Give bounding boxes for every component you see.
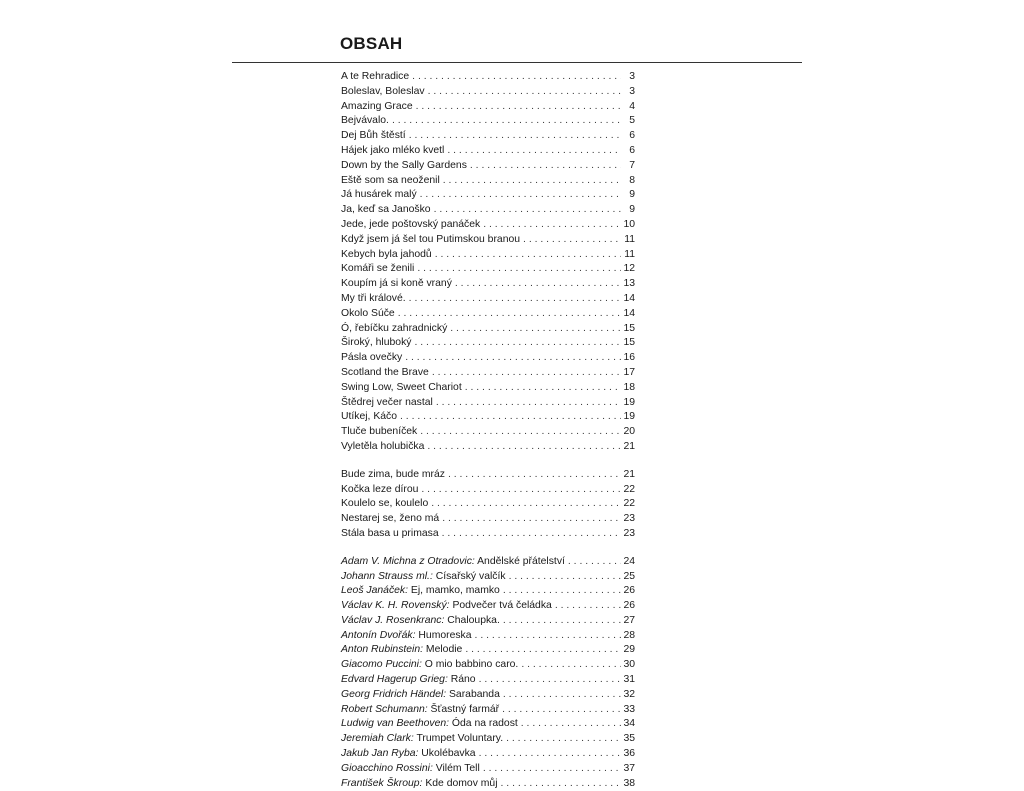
toc-entry-text [341,440,424,455]
dot-leader [409,292,621,307]
toc-page-number: 19 [623,396,635,408]
toc-entry-title: Amazing Grace [341,100,413,112]
toc-entry-title: Boleslav, Boleslav [341,85,425,97]
dot-leader [392,114,621,129]
toc-entry-text [341,129,406,144]
toc-entry-title: Chaloupka. [447,614,500,626]
toc-entry-author: Giacomo Puccini: [341,659,422,671]
toc-entry-text [341,233,520,248]
toc-entry [341,292,635,307]
toc-entry-text [341,248,432,263]
toc-entry-text [341,262,414,277]
toc-entry-text [341,425,417,440]
dot-leader [483,218,621,233]
toc-entry-text [341,658,518,673]
toc-entry-title: Koupím já si koně vraný [341,278,452,290]
dot-leader [412,70,621,85]
toc-entry-title: Down by the Sally Gardens [341,159,467,171]
toc-entry-title: Melodie [425,644,463,656]
toc-page-number: 31 [623,674,635,686]
dot-leader [428,85,621,100]
title-divider [232,62,802,63]
toc-entry-text [341,777,498,791]
toc-entry-author: Georg Fridrich Händel: [341,688,447,700]
dot-leader [421,483,621,498]
toc-entry [341,114,635,129]
dot-leader [443,174,621,189]
toc-entry-title: Když jsem já šel tou Putimskou branou [341,233,521,245]
toc-entry [341,218,635,233]
toc-page-number: 23 [623,513,635,525]
dot-leader [521,717,621,732]
toc-entry-text [341,468,445,483]
toc-entry [341,396,635,411]
toc-page-number: 33 [623,703,635,715]
toc-entry-title: A te Rehradice [341,71,410,82]
dot-leader [414,336,621,351]
toc-entry [341,159,635,174]
toc-entry [341,747,635,762]
toc-entry [341,277,635,292]
dot-leader [479,747,621,762]
dot-leader [470,159,621,174]
toc-entry-title: Nestarej se, ženo má [341,513,440,525]
toc-page-number: 13 [623,278,635,290]
toc-entry [341,629,635,644]
table-of-contents [341,70,635,791]
toc-entry [341,307,635,322]
dot-leader [523,233,621,248]
toc-entry-text [341,497,428,512]
toc-entry-text [341,351,402,366]
toc-entry-title: Ó, řebíčku zahradnický [341,322,448,334]
toc-entry-title: My tři králové. [341,292,406,304]
toc-entry-text [341,100,413,115]
toc-entry-title: Sarabanda [449,688,500,700]
toc-entry-text [341,614,500,629]
toc-page-number: 38 [623,777,635,789]
page-title: OBSAH [340,34,403,53]
dot-leader [447,144,621,159]
toc-page-number: 12 [623,263,635,275]
toc-page-number: 5 [629,115,635,127]
toc-entry-text [341,203,431,218]
toc-entry-author: Gioacchino Rossini: [341,762,433,774]
toc-entry-author: Edvard Hagerup Grieg: [341,674,448,686]
toc-entry-title: Kde domov můj [425,777,498,789]
toc-entry [341,188,635,203]
toc-page-number: 4 [629,100,635,112]
toc-entry-title: Bude zima, bude mráz [341,468,445,480]
toc-page-number: 26 [623,585,635,597]
toc-entry-text [341,584,500,599]
toc-entry-author: Jeremiah Clark: [341,733,414,745]
toc-entry [341,483,635,498]
toc-entry-title: O mio babbino caro. [424,659,519,671]
dot-leader [420,425,621,440]
toc-entry-text [341,381,462,396]
toc-entry [341,425,635,440]
toc-entry-title: Vyletěla holubička [341,440,425,452]
toc-entry-title: Andělské přátelství [477,555,565,567]
toc-entry-author: Leoš Janáček: [341,585,409,597]
toc-page-number: 9 [629,204,635,216]
toc-page-number: 9 [629,189,635,201]
toc-entry [341,555,635,570]
toc-entry [341,777,635,791]
toc-page-number: 35 [623,733,635,745]
toc-entry-title: Okolo Súče [341,307,395,319]
toc-entry-title: Dej Bůh štěstí [341,130,406,142]
toc-page-number: 8 [629,174,635,186]
dot-leader [431,497,621,512]
dot-leader [434,203,621,218]
toc-page-number: 18 [623,381,635,393]
dot-leader [501,777,621,791]
dot-leader [398,307,621,322]
dot-leader [442,512,621,527]
toc-entry-author: Robert Schumann: [341,703,428,715]
toc-page-number: 6 [629,130,635,142]
toc-entry-author: Antonín Dvořák: [341,629,416,641]
toc-page-number: 16 [623,352,635,364]
toc-page-number: 14 [623,307,635,319]
toc-entry [341,643,635,658]
dot-leader [417,262,621,277]
toc-entry [341,527,635,542]
dot-leader [506,732,621,747]
toc-entry-text [341,366,429,381]
toc-entry-title: Štědrej večer nastal [341,396,433,408]
dot-leader [455,277,621,292]
toc-entry [341,658,635,673]
dot-leader [442,527,621,542]
toc-entry [341,85,635,100]
toc-entry-text [341,762,480,777]
toc-page-number: 34 [623,718,635,730]
toc-page-number: 19 [623,411,635,423]
toc-entry [341,584,635,599]
toc-entry [341,512,635,527]
dot-leader [432,366,621,381]
dot-leader [465,643,621,658]
toc-page-number: 6 [629,144,635,156]
toc-entry [341,468,635,483]
toc-entry [341,233,635,248]
toc-entry [341,688,635,703]
toc-entry-text [341,599,552,614]
toc-entry [341,144,635,159]
dot-leader [435,248,621,263]
dot-leader [420,188,621,203]
toc-entry-text [341,703,499,718]
toc-entry [341,366,635,381]
toc-entry-text [341,307,395,322]
toc-entry-title: Císařský valčík [435,570,506,582]
toc-entry-author: Johann Strauss ml.: [341,570,433,582]
toc-page-number: 37 [623,762,635,774]
toc-entry-text [341,410,397,425]
toc-entry-title: Ráno [450,674,476,686]
toc-page-number: 32 [623,688,635,700]
toc-entry-title: Podvečer tvá čeládka [452,600,552,612]
toc-entry-title: Scotland the Brave [341,366,429,378]
toc-entry-title: Ja, keď sa Janoško [341,204,431,216]
toc-page-number: 11 [624,248,635,260]
toc-entry-author: František Škroup: [341,777,423,789]
toc-entry-author: Anton Rubinstein: [341,644,424,656]
dot-leader [448,468,621,483]
toc-entry-text [341,144,444,159]
toc-entry-title: Kočka leze dírou [341,483,419,495]
toc-entry-text [341,570,506,585]
toc-entry [341,322,635,337]
dot-leader [568,555,621,570]
toc-entry-author: Adam V. Michna z Otradovic: [341,555,475,567]
toc-entry-text [341,673,476,688]
toc-entry-title: Hájek jako mléko kvetl [341,144,445,156]
toc-entry [341,336,635,351]
toc-entry-text [341,483,418,498]
toc-entry [341,381,635,396]
toc-page-number: 11 [624,233,635,245]
dot-leader [509,570,621,585]
toc-page-number: 10 [623,218,635,230]
dot-leader [400,410,621,425]
toc-entry [341,614,635,629]
toc-entry [341,410,635,425]
dot-leader [479,673,621,688]
toc-entry-text [341,336,411,351]
toc-entry-text [341,643,462,658]
toc-entry-title: Já husárek malý [341,189,417,201]
toc-entry-text [341,396,433,411]
toc-entry [341,599,635,614]
toc-section [341,468,635,542]
toc-entry-text [341,70,409,85]
toc-page-number: 14 [623,292,635,304]
toc-entry [341,262,635,277]
dot-leader [409,129,621,144]
toc-entry-title: Eště som sa neoženil [341,174,440,186]
toc-entry-text [341,188,417,203]
toc-page-number: 22 [623,498,635,510]
toc-page-number: 15 [623,322,635,334]
toc-page-number: 20 [623,426,635,438]
toc-page-number: 24 [623,555,635,567]
dot-leader [405,351,621,366]
dot-leader [416,100,621,115]
toc-entry [341,248,635,263]
toc-page-number: 17 [623,366,635,378]
toc-page-number: 23 [623,527,635,539]
toc-entry-text [341,159,467,174]
toc-page-number: 30 [623,659,635,671]
toc-entry-text [341,174,440,189]
toc-entry-title: Humoreska [418,629,472,641]
toc-entry-text [341,218,480,233]
toc-entry-text [341,114,389,129]
toc-entry-text [341,512,439,527]
toc-entry [341,440,635,455]
toc-entry-text [341,277,452,292]
toc-section [341,555,635,791]
toc-entry-text [341,555,565,570]
toc-entry-author: Jakub Jan Ryba: [341,748,419,760]
toc-entry-title: Vilém Tell [435,762,480,774]
toc-entry-title: Pásla ovečky [341,352,403,364]
toc-entry [341,570,635,585]
toc-page-number: 29 [623,644,635,656]
toc-entry-title: Koulelo se, koulelo [341,498,429,510]
toc-entry-title: Utíkej, Káčo [341,411,398,423]
toc-entry [341,703,635,718]
dot-leader [450,322,621,337]
toc-entry-title: Široký, hluboký [341,337,412,349]
toc-entry [341,673,635,688]
toc-entry [341,129,635,144]
toc-page-number: 3 [629,71,635,82]
toc-entry [341,100,635,115]
dot-leader [465,381,621,396]
toc-entry-title: Swing Low, Sweet Chariot [341,381,462,393]
toc-page-number: 7 [629,159,635,171]
toc-page-number: 15 [623,337,635,349]
toc-entry-text [341,688,500,703]
toc-entry-title: Óda na radost [451,718,518,730]
toc-entry [341,174,635,189]
toc-entry [341,717,635,732]
dot-leader [483,762,621,777]
toc-page-number: 27 [623,614,635,626]
toc-entry [341,70,635,85]
toc-entry [341,351,635,366]
toc-page-number: 26 [623,600,635,612]
toc-entry-author: Ludwig van Beethoven: [341,718,450,730]
toc-page-number: 36 [623,748,635,760]
toc-entry [341,203,635,218]
toc-entry-text [341,292,406,307]
toc-entry-author: Václav K. H. Rovenský: [341,600,450,612]
dot-leader [503,584,621,599]
toc-entry-title: Jede, jede poštovský panáček [341,218,481,230]
toc-page-number: 21 [623,440,635,452]
toc-entry-text [341,85,425,100]
toc-entry [341,497,635,512]
toc-entry-title: Kebych byla jahodů [341,248,432,260]
toc-page-number: 25 [623,570,635,582]
toc-entry-title: Komáři se ženili [341,263,415,275]
toc-page-number: 3 [629,85,635,97]
toc-entry-title: Šťastný farmář [430,703,500,715]
toc-entry-text [341,747,476,762]
toc-entry-text [341,629,472,644]
toc-page-number: 21 [623,468,635,480]
toc-entry-title: Stála basa u primasa [341,527,439,539]
toc-entry-title: Trumpet Voluntary. [416,733,504,745]
dot-leader [521,658,621,673]
toc-section [341,70,635,455]
dot-leader [503,614,621,629]
toc-page-number: 28 [623,629,635,641]
dot-leader [555,599,621,614]
toc-entry-title: Bejvávalo. [341,115,389,127]
toc-entry-title: Ukolébavka [421,748,476,760]
toc-entry-text [341,322,447,337]
toc-entry-text [341,717,518,732]
toc-entry-title: Ej, mamko, mamko [410,585,500,597]
toc-entry-author: Václav J. Rosenkranc: [341,614,445,626]
toc-page-number: 22 [623,483,635,495]
toc-entry [341,732,635,747]
toc-entry-text [341,732,503,747]
dot-leader [436,396,621,411]
dot-leader [502,703,621,718]
toc-entry-title: Tluče bubeníček [341,426,418,438]
dot-leader [503,688,621,703]
dot-leader [475,629,621,644]
dot-leader [427,440,621,455]
toc-entry [341,762,635,777]
toc-entry-text [341,527,439,542]
